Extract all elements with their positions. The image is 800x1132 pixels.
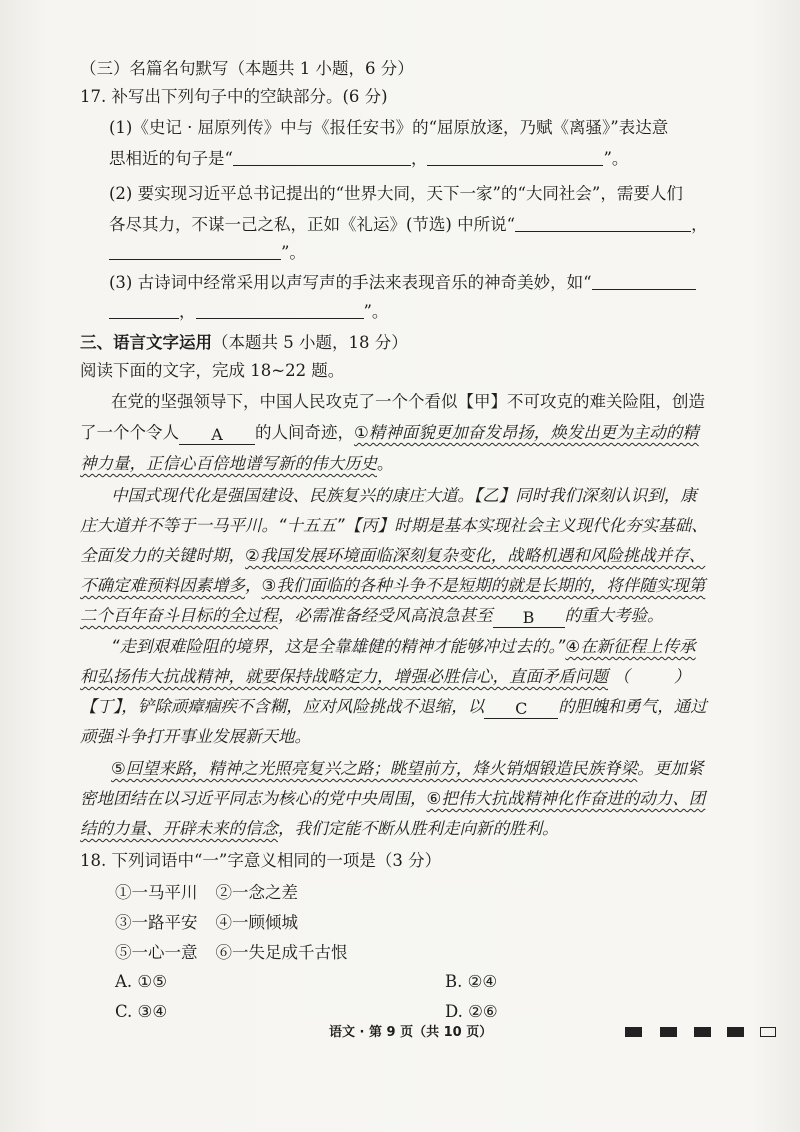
reading-instruction: 阅读下面的文字，完成 18~22 题。 [80,361,345,380]
passage-line: “走到艰难险阻的境界，这是全靠雄健的精神才能够冲过去的。”④在新征程上传承 [111,637,696,656]
blank-a[interactable]: A [179,426,255,445]
section-title: 三、语言文字运用（本题共 5 小题，18 分） [80,333,408,352]
passage-line: 【丁】，铲除顽瘴痼疾不含糊，应对风险挑战不退缩，以 C 的胆魄和勇气，通过 [80,697,707,718]
page-number: 语文 · 第 9 页（共 10 页） [329,1025,493,1040]
answer-blank[interactable] [109,241,281,260]
option-c[interactable]: C. ③④ [115,1002,168,1021]
passage-line: ⑤回望来路，精神之光照亮复兴之路；眺望前方，烽火销烟锻造民族脊梁。更加紧 [111,759,704,778]
question-17-stem: 17. 补写出下列句子中的空缺部分。(6 分) [80,87,388,106]
q17-part1-line2: 思相近的句子是“ ， ”。 [109,149,629,168]
answer-blank[interactable] [592,271,696,290]
filled-mark [694,1027,711,1037]
filled-mark [660,1027,677,1037]
blank-c[interactable]: C [484,700,558,719]
passage-line: 和弘扬伟大抗战精神，就要保持战略定力，增强必胜信心，直面矛盾问题 （ ） [80,667,691,686]
q17-part3-line1: (3) 古诗词中经常采用以声写声的手法来表现音乐的神奇美妙，如“ [109,270,745,296]
q17-part3-line2: ， ”。 [109,299,745,325]
question-18-stem: 18. 下列词语中“一”字意义相同的一项是（3 分） [80,851,442,870]
passage-line: 二个百年奋斗目标的全过程，必需准备经受风高浪急甚至 B 的重大考验。 [80,606,664,627]
passage-line: 神力量，正信心百倍地谱写新的伟大历史。 [80,454,394,473]
passage-line: 了一个个令人 A 的人间奇迹，①精神面貌更加奋发昂扬，焕发出更为主动的精 [80,423,699,444]
answer-blank[interactable] [515,213,691,232]
q18-options-row [115,969,745,995]
q17-part2-line1: (2) 要实现习近平总书记提出的“世界大同，天下一家”的“大同社会”，需要人们 [109,184,683,203]
section-heading: （三）名篇名句默写（本题共 1 小题，6 分） [80,59,414,78]
q17-part1-line1: (1)《史记 · 屈原列传》中与《报任安书》的“屈原放逐，乃赋《离骚》”表达意 [109,118,669,137]
q18-words-row: ③一路平安 ④一顾倾城 [115,913,298,932]
answer-blank[interactable] [233,147,411,166]
filled-mark [727,1027,744,1037]
q17-part2-line3: ”。 [109,240,745,266]
q17-part2-line2: 各尽其力，不谋一己之私，正如《礼运》(节选) 中所说“ ， [109,215,708,234]
empty-mark [760,1027,776,1037]
page-footer [0,1022,800,1044]
passage-line: 中国式现代化是强国建设、民族复兴的康庄大道。【乙】同时我们深刻认识到，康 [111,486,697,505]
q18-words-row: ⑤一心一意 ⑥一失足成千古恨 [115,943,348,962]
q18-words-row: ①一马平川 ②一念之差 [115,883,298,902]
filled-mark [625,1027,642,1037]
blank-b[interactable]: B [493,609,565,628]
passage-line: 全面发力的关键时期，②我国发展环境面临深刻复杂变化，战略机遇和风险挑战并存、 [80,546,706,565]
option-a[interactable]: A. ①⑤ [115,972,167,991]
passage-line: 结的力量、开辟未来的信念，我们定能不断从胜利走向新的胜利。 [80,819,559,838]
answer-blank[interactable] [427,147,603,166]
answer-blank[interactable] [109,300,179,319]
passage-line: 不确定难预料因素增多，③我们面临的各种斗争不是短期的就是长期的，将伴随实现第 [80,576,706,595]
passage-line: 庄大道并不等于一马平川。“十五五”【丙】时期是基本实现社会主义现代化夯实基础、 [80,516,708,535]
answer-blank[interactable] [196,300,364,319]
option-b[interactable]: B. ②④ [445,972,498,991]
passage-line: 密地团结在以习近平同志为核心的党中央周围，⑥把伟大抗战精神化作奋进的动力、团 [80,789,706,808]
passage-line: 在党的坚强领导下，中国人民攻克了一个个看似【甲】不可攻克的难关险阻，创造 [111,392,705,411]
option-d[interactable]: D. ②⑥ [445,1002,498,1021]
passage-line: 顽强斗争打开事业发展新天地。 [80,727,311,746]
